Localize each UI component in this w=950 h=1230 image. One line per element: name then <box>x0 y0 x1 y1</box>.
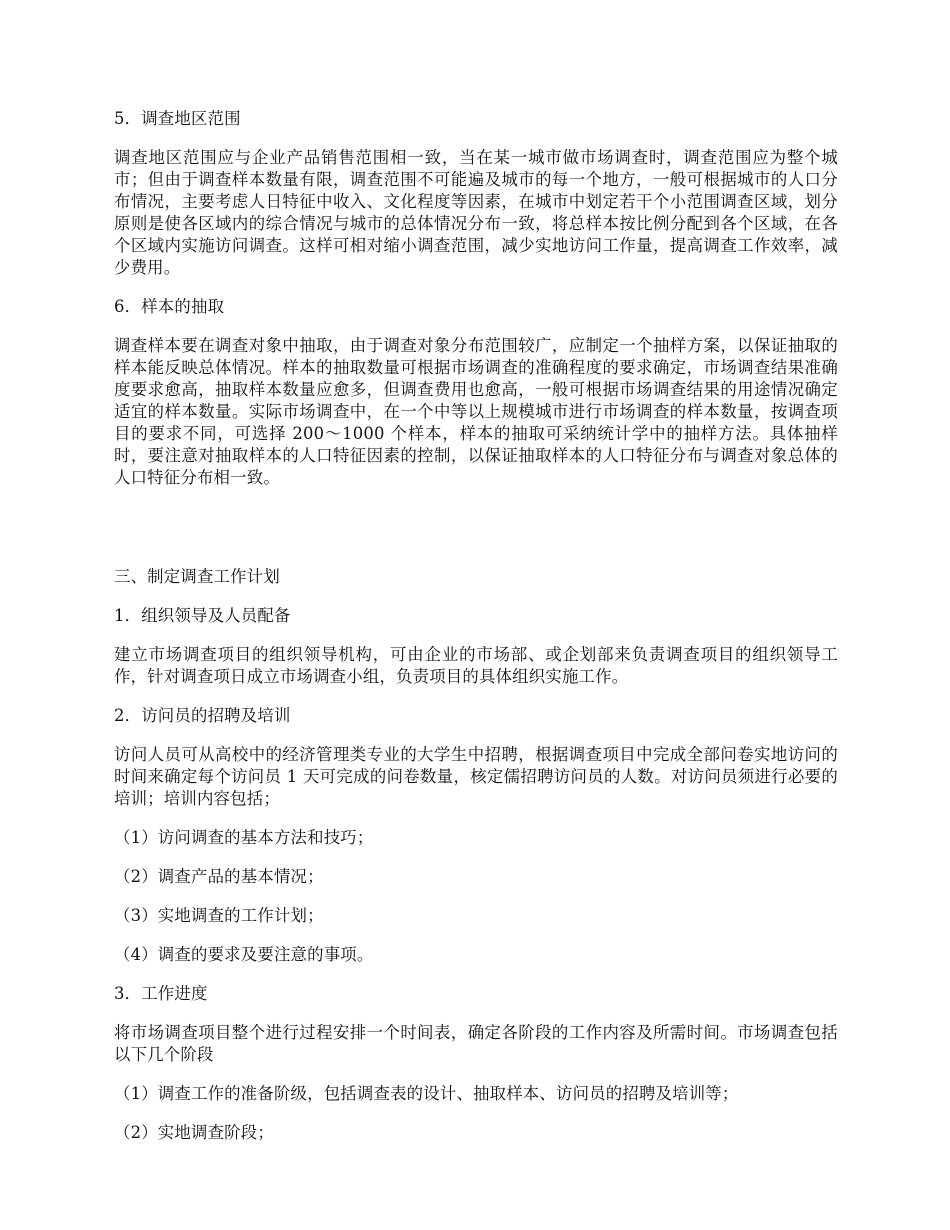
subsection-2-paragraph: 访问人员可从高校中的经济管理类专业的大学生中招聘，根据调查项目中完成全部问卷实地访问的时间来确定每个访问员 1 天可完成的问卷数量，核定儒招聘访问员的人数。对访问员须进行必要的培训；培训内容包括； <box>114 745 838 808</box>
subsection-3-paragraph: 将市场调查项目整个进行过程安排一个时间表，确定各阶段的工作内容及所需时间。市场调查包括以下几个阶段 <box>114 1023 838 1064</box>
section-6-paragraph: 调查样本要在调查对象中抽取，由于调查对象分布范围较广，应制定一个抽样方案，以保证抽取的样本能反映总体情况。样本的抽取数量可根据市场调查的准确程度的要求确定，市场调查结果准确度要求愈高，抽取样本数量应愈多，但调查费用也愈高，一般可根据市场调查结果的用途情况确定适宜的样本数量。实际市场调查中，在一个中等以上规模城市进行市场调查的样本数量，按调查项目的要求不同，可选择 200～1000 个样本，样本的抽取可采纳统计学中的抽样方法。具体抽样时，要注意对抽取样本的人口特征因素的控制，以保证抽取样本的人口特征分布与调查对象总体的人口特征分布相一致。 <box>114 336 838 487</box>
section-5-paragraph: 调查地区范围应与企业产品销售范围相一致，当在某一城市做市场调查时，调查范围应为整个城市；但由于调查样本数量有限，调查范围不可能遍及城市的每一个地方，一般可根据城市的人口分布情况，主要考虑人日特征中收入、文化程度等因素，在城市中划定若干个小范围调查区域，划分原则是使各区域内的综合情况与城市的总体情况分布一致，将总样本按比例分配到各个区域，在各个区域内实施访问调查。这样可相对缩小调查范围，减少实地访问工作量，提高调查工作效率，减少费用。 <box>114 148 838 277</box>
subsection-1-heading: 1．组织领导及人员配备 <box>114 606 291 625</box>
list-item: （1）访问调查的基本方法和技巧； <box>114 828 374 847</box>
subsection-1-paragraph: 建立市场调查项目的组织领导机构，可由企业的市场部、或企划部来负责调查项目的组织领导工作，针对调查项日成立市场调查小组，负责项目的具体组织实施工作。 <box>114 645 838 686</box>
list-item: （4）调查的要求及要注意的事项。 <box>114 945 374 964</box>
section-6-heading: 6．样本的抽取 <box>114 297 225 316</box>
blank-gap <box>114 506 838 566</box>
list-item: （3）实地调查的工作计划； <box>114 906 324 925</box>
subsection-3-heading: 3．工作进度 <box>114 984 208 1003</box>
list-item: （2）调查产品的基本情况； <box>114 867 324 886</box>
list-item: （2）实地调查阶段； <box>114 1123 274 1142</box>
list-item: （1）调查工作的准备阶级，包括调查表的设计、抽取样本、访问员的招聘及培训等； <box>114 1084 739 1103</box>
section-5-heading: 5．调查地区范围 <box>114 109 241 128</box>
subsection-2-heading: 2．访问员的招聘及培训 <box>114 706 291 725</box>
part-3-heading: 三、制定调查工作计划 <box>114 567 280 586</box>
